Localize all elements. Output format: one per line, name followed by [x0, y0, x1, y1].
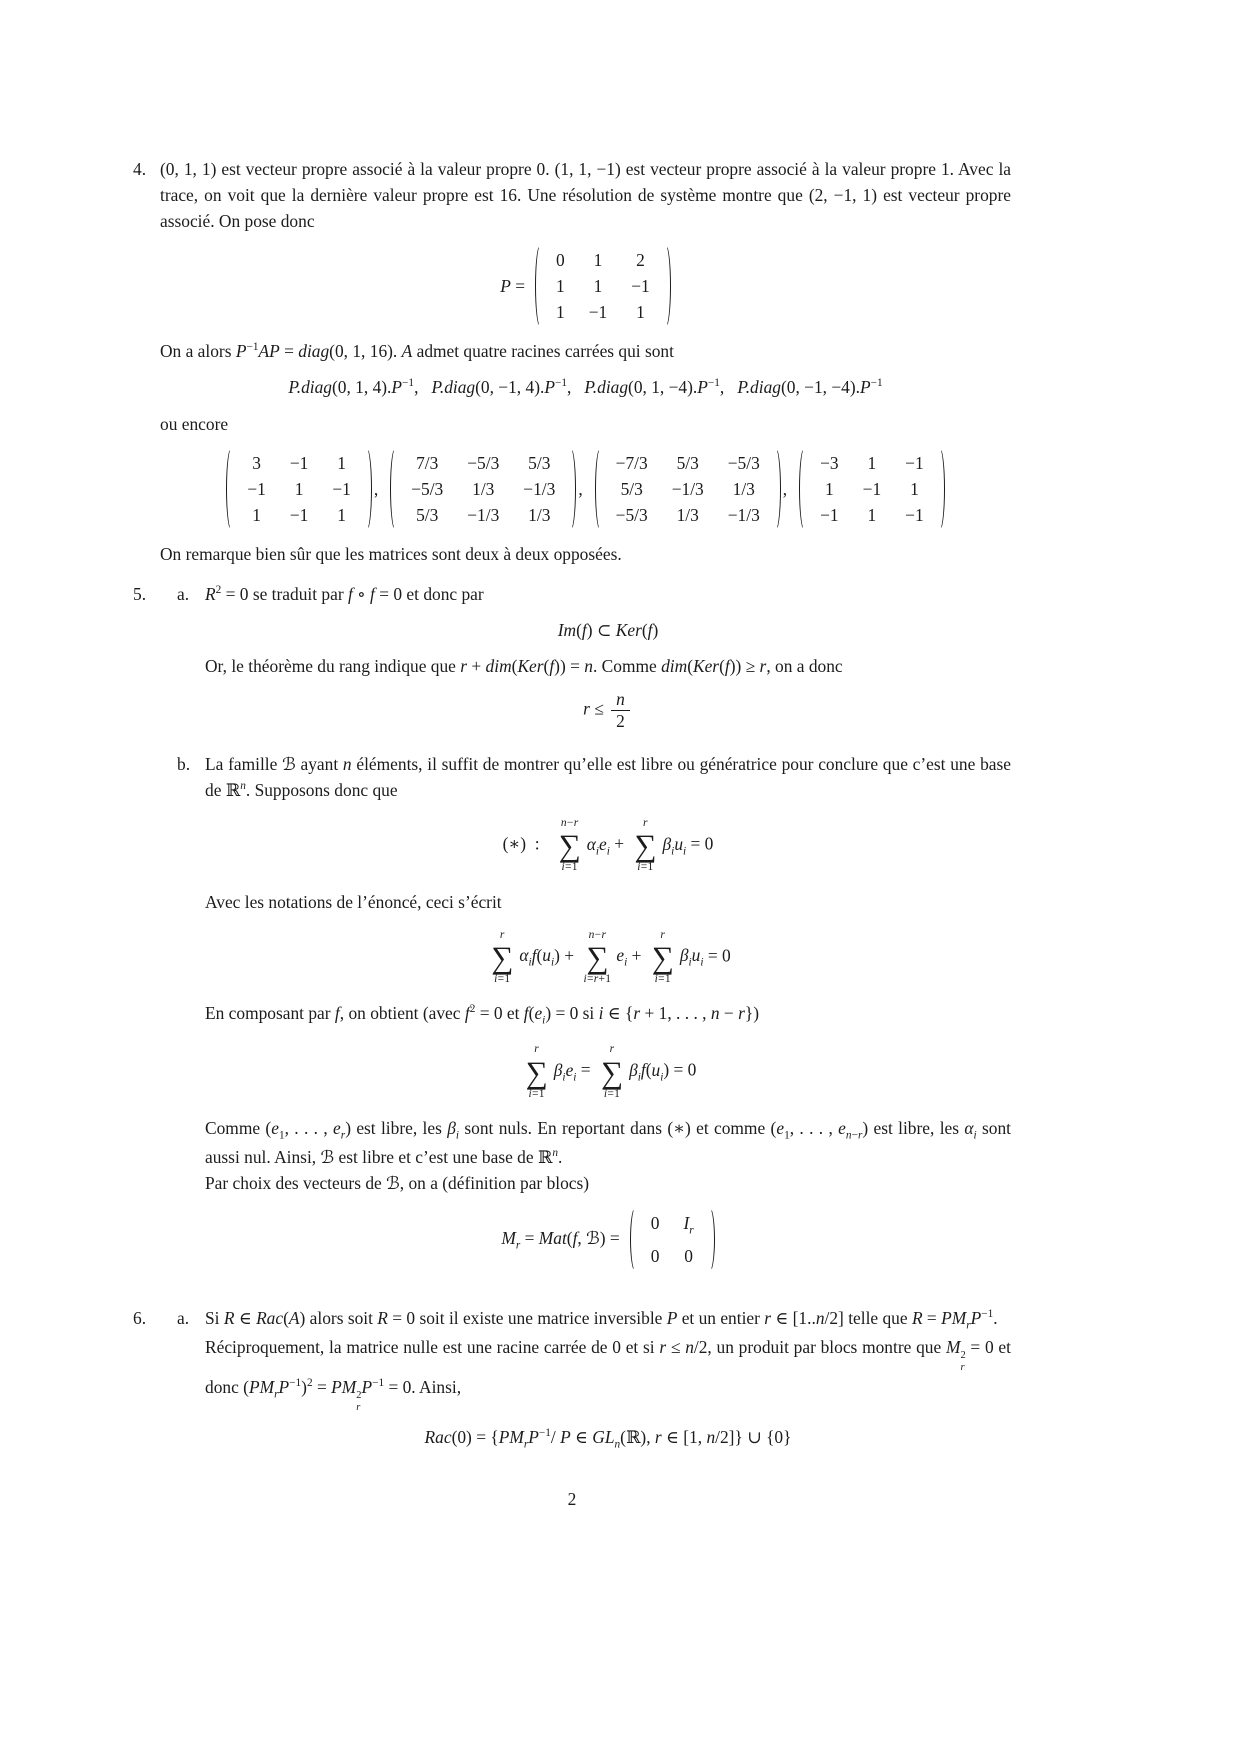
summation: r ∑ i=1: [491, 928, 514, 985]
matrix-cell: −1/3: [523, 478, 556, 499]
matrix-Mr-lhs: $M_r = Mat(f$, ℬ) =: [501, 1227, 620, 1252]
item-4-paragraph-ou-encore: ou encore: [160, 413, 229, 434]
matrix-cell: −1: [905, 504, 924, 525]
item-4: [133, 156, 1011, 567]
matrix-cell: 0: [556, 250, 565, 271]
matrix-P-expression: [500, 244, 671, 328]
matrix-cell: 0: [684, 1246, 693, 1267]
matrix-cell: −7/3: [615, 452, 648, 473]
matrix-cell: 1/3: [676, 504, 699, 525]
equation-r-leq-n-over-2: r ≤ $\frac{n}{2}$: [205, 689, 1011, 732]
item-5a-label: a.: [177, 583, 190, 604]
root-matrix-1-entries: [237, 447, 361, 531]
matrix-cell: 1/3: [472, 478, 495, 499]
root-matrix-2: [390, 447, 576, 531]
matrix-Mr: [630, 1207, 715, 1272]
left-paren: [535, 244, 546, 328]
item-5a-body: [205, 581, 1011, 742]
root-matrix-1: [226, 447, 372, 531]
matrix-cell: $I_r$: [683, 1212, 694, 1237]
equation-four-root-matrices: [160, 447, 1011, 531]
matrix-cell: 7/3: [416, 452, 439, 473]
matrix-cell: 1: [593, 276, 603, 297]
matrix-cell: 1/3: [528, 504, 551, 525]
matrix-cell: 1: [867, 504, 877, 525]
matrix-cell: 1: [337, 452, 346, 473]
matrix-cell: 1: [337, 504, 346, 525]
matrix-cell: −5/3: [727, 452, 760, 473]
matrix-separator: ,: [578, 478, 583, 499]
matrix-cell: 1: [910, 478, 919, 499]
equation-star: (∗) : n−r ∑ i=1 $\alpha_ie_i$ + r ∑ i=1 $\beta_iu_i = 0$: [502, 817, 714, 874]
item-5b: [160, 751, 1011, 1282]
matrix-cell: −1: [247, 478, 266, 499]
matrix-cell: 1: [867, 452, 877, 473]
matrix-cell: 5/3: [528, 452, 551, 473]
matrix-cell: 5/3: [676, 452, 699, 473]
item-6-number: 6.: [133, 1308, 147, 1329]
item-6a: [160, 1305, 1011, 1463]
matrix-cell: 1: [556, 276, 565, 297]
matrix-cell: 1: [593, 250, 603, 271]
item-6a-body: [205, 1305, 1011, 1463]
item-5b-label: b.: [177, 753, 191, 774]
summation: r ∑ i=1: [600, 1043, 624, 1100]
matrix-cell: 2: [636, 250, 645, 271]
equation-sum-rewritten: r ∑ i=1 $\alpha_if(u_i)$ + n−r ∑ i=r+1 $e_i$ + r ∑ i=1 $\beta_iu_i = 0$: [491, 928, 731, 985]
page-content: [133, 156, 1011, 1486]
item-5b-paragraph-conclusion: Comme ($e_1$, . . . , $e_r$) est libre, les $\beta_i$ sont nuls. En reportant dans (∗) et comme ($e_1$, . . . , $e_{n-r}$) est libre, les $\alpha_i$ sont aussi nul. Ainsi, ℬ est libre et c’est une base de ℝ$^n$.: [205, 1117, 1011, 1168]
matrix-P-entries: [546, 244, 660, 328]
root-matrix-2-entries: [401, 447, 565, 531]
matrix-cell: −5/3: [467, 452, 500, 473]
right-paren: [565, 447, 576, 531]
matrix-cell: −3: [820, 452, 839, 473]
matrix-cell: −1: [820, 504, 839, 525]
item-5b-paragraph-composing: En composant par f, on obtient (avec $f^2 = 0$ et $f(e_i) = 0$ si i ∈ {r + 1, . . . , n − r}): [205, 1003, 759, 1027]
left-paren: [630, 1207, 641, 1272]
matrix-P: [535, 244, 671, 328]
matrix-cell: −1: [332, 478, 351, 499]
matrix-cell: −1/3: [671, 478, 704, 499]
item-5-number: 5.: [133, 583, 147, 604]
equation-sum-beta: r ∑ i=1 $\beta_ie_i$ = r ∑ i=1 $\beta_if(u_i) = 0$: [525, 1043, 697, 1100]
fraction-n-over-2: $\frac{n}{2}$: [611, 689, 630, 732]
matrix-cell: 5/3: [620, 478, 643, 499]
matrix-cell: −1: [862, 478, 882, 499]
item-5a-paragraph-intro: $R^2 = 0$ se traduit par f ∘ f = 0 et donc par: [205, 583, 484, 604]
summation: n−r ∑ i=r+1: [583, 928, 612, 985]
matrix-cell: −5/3: [615, 504, 648, 525]
item-5-body: [160, 581, 1011, 1291]
matrix-cell: −1: [905, 452, 924, 473]
item-4-paragraph-diag: On a alors $P^{-1}AP$ = diag(0, 1, 16). A admet quatre racines carrées qui sont: [160, 341, 674, 362]
matrix-Mr-expression: [501, 1207, 714, 1272]
item-6a-label: a.: [177, 1308, 190, 1329]
item-4-number: 4.: [133, 159, 147, 179]
summation: n−r ∑ i=1: [558, 817, 581, 874]
page-number: 2: [567, 1489, 577, 1509]
equation-matrix-P: [160, 244, 1011, 328]
root-matrix-4: [799, 447, 945, 531]
equation-rac-zero: $Rac(0) = \{PM_rP^{-1}/$ P ∈ $GL_n(ℝ)$, r ∈ [1, n/2]} ∪ {0}: [424, 1426, 792, 1451]
matrix-cell: 1: [294, 478, 304, 499]
item-5b-body: [205, 751, 1011, 1282]
matrix-cell: 1: [825, 478, 834, 499]
root-matrix-3-entries: [606, 447, 770, 531]
summation: r ∑ i=1: [525, 1043, 548, 1100]
right-paren: [704, 1207, 715, 1272]
summation: r ∑ i=1: [634, 817, 657, 874]
matrix-cell: −1: [289, 504, 309, 525]
matrix-cell: 1/3: [732, 478, 755, 499]
right-paren: [361, 447, 372, 531]
right-paren: [660, 244, 671, 328]
equation-root-expressions: P.diag(0, 1, $4).P^{-1}$, P.diag(0, −1, $4).P^{-1}$, P.diag(0, 1, $-4).P^{-1}$, P.diag(0, −1, $-4).P^{-1}$: [288, 377, 883, 398]
matrix-cell: 0: [650, 1212, 660, 1233]
matrix-cell: 5/3: [416, 504, 439, 525]
matrix-cell: 1: [252, 504, 261, 525]
item-6a-paragraph-direct: Si R ∈ Rac(A) alors soit R = 0 soit il existe une matrice inversible P et un entier r ∈ [1..n/2] telle que $R = PM_rP^{-1}$.: [205, 1308, 998, 1332]
matrix-cell: 1: [556, 302, 565, 323]
matrix-Mr-entries: [641, 1207, 704, 1272]
item-5a-paragraph-rank: Or, le théorème du rang indique que r + dim(Ker(f)) = n. Comme dim(Ker(f)) ≥ r, on a donc: [205, 655, 843, 676]
item-6a-paragraph-reciproque: Réciproquement, la matrice nulle est une racine carrée de 0 et si r ≤ n/2, un produit par blocs montre que M 2 r = 0 et donc $(PM_rP^{-1})^2$ = PM 2 r $P^{-1} = 0$. Ainsi,: [205, 1337, 1011, 1413]
matrix-cell: 0: [650, 1246, 660, 1267]
item-5b-paragraph-choix: Par choix des vecteurs de ℬ, on a (définition par blocs): [205, 1173, 590, 1194]
item-5a: [160, 581, 1011, 742]
item-5b-paragraph-intro: La famille ℬ ayant n éléments, il suffit de montrer qu’elle est libre ou génératrice pour conclure que c’est une base de ℝ$^n$. Supposons donc que: [205, 753, 1011, 800]
left-paren: [799, 447, 810, 531]
item-5b-paragraph-notations: Avec les notations de l’énoncé, ceci s’écrit: [205, 891, 502, 912]
right-paren: [770, 447, 781, 531]
matrix-cell: −1: [631, 276, 650, 297]
matrix-cell: −1: [289, 452, 309, 473]
summation: r ∑ i=1: [651, 928, 674, 985]
root-matrix-4-entries: [810, 447, 934, 531]
equation-Mr-block-matrix: [205, 1207, 1011, 1272]
matrix-separator: ,: [782, 478, 788, 499]
item-4-paragraph-intro: (0, 1, 1) est vecteur propre associé à la valeur propre 0. (1, 1, −1) est vecteur propre associé à la valeur propre 1. Avec la trace, on voit que la dernière valeur propre est 16. Une résolution de système montre que (2, −1, 1) est vecteur propre associé. On pose donc: [160, 159, 1011, 232]
equation-im-subset-ker: Im(f) ⊂ Ker(f): [557, 619, 659, 640]
matrix-cell: −1/3: [467, 504, 500, 525]
left-paren: [390, 447, 401, 531]
item-4-body: [160, 156, 1011, 567]
left-paren: [226, 447, 237, 531]
matrix-cell: −5/3: [411, 478, 444, 499]
item-6: [133, 1305, 1011, 1472]
matrix-cell: −1/3: [727, 504, 760, 525]
matrix-cell: 3: [252, 452, 261, 473]
matrix-P-lhs: P =: [500, 276, 526, 297]
right-paren: [934, 447, 945, 531]
matrix-cell: −1: [588, 302, 608, 323]
matrix-cell: 1: [636, 302, 645, 323]
item-6-body: [160, 1305, 1011, 1472]
matrix-separator: ,: [373, 478, 379, 499]
root-matrix-3: [595, 447, 781, 531]
left-paren: [595, 447, 606, 531]
item-4-paragraph-remark: On remarque bien sûr que les matrices sont deux à deux opposées.: [160, 543, 622, 564]
item-5: [133, 581, 1011, 1291]
